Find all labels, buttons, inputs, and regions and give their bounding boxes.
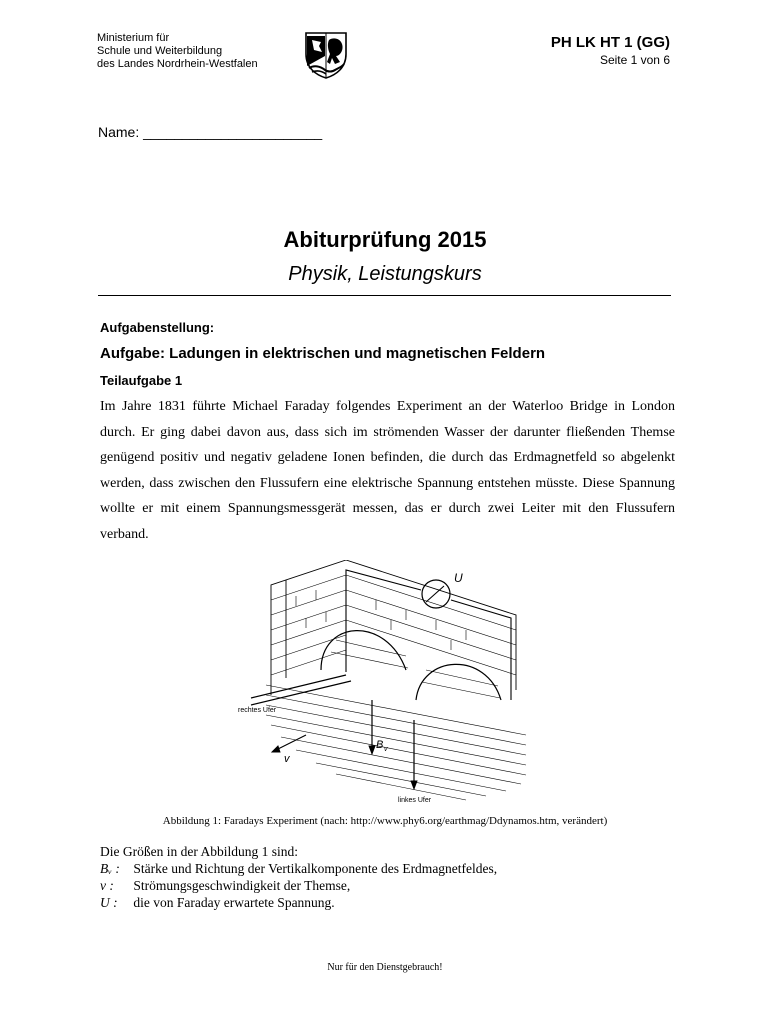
legend-text: Stärke und Richtung der Vertikalkomponente des Erdmagnetfeldes, — [133, 861, 498, 876]
ministry-line: Ministerium für — [97, 32, 170, 44]
symbol-legend — [100, 843, 497, 911]
subject-title: Physik, Leistungskurs — [288, 263, 482, 285]
task-heading: Aufgabenstellung: — [100, 320, 215, 335]
coat-of-arms-icon — [300, 30, 352, 80]
legend-item — [100, 860, 497, 877]
label-velocity: v — [284, 753, 290, 765]
label-right-bank: rechtes Ufer — [238, 707, 277, 714]
page-footer: Nur für den Dienstgebrauch! — [327, 962, 443, 973]
task-paragraph: Im Jahre 1831 führte Michael Faraday folgendes Experiment an der Waterloo Bridge in London durch. Er ging dabei davon aus, dass sich im strömenden Wasser der darunter fließenden Themse genügend positiv und negativ geladene Ionen befinden, die durch das Erdmagnetfeld so abgelenkt werden, dass zwischen den Flussufern eine elektrische Spannung entstehen müsste. Diese Spannung wollte er mit einem Spannungsmessgerät messen, das er durch zwei Leiter mit den Flussufern verband. — [100, 399, 675, 542]
exam-code: PH LK HT 1 (GG) — [550, 34, 670, 51]
page-number: Seite 1 von 6 — [599, 53, 670, 67]
legend-text: die von Faraday erwartete Spannung. — [133, 895, 335, 910]
ministry-line: Schule und Weiterbildung — [97, 45, 223, 57]
faraday-experiment-figure — [226, 560, 536, 808]
label-field: B — [376, 739, 384, 751]
ministry-name — [97, 32, 258, 71]
title-divider — [98, 295, 671, 296]
subtask-title: Teilaufgabe 1 — [100, 373, 183, 388]
label-field-sub: v — [384, 746, 388, 753]
exam-title: Abiturprüfung 2015 — [283, 227, 487, 252]
label-left-bank: linkes Ufer — [398, 797, 432, 804]
legend-item — [100, 877, 497, 894]
legend-text: Strömungsgeschwindigkeit der Themse, — [133, 878, 351, 893]
figure-caption: Abbildung 1: Faradays Experiment (nach: http://www.phy6.org/earthmag/Ddynamos.htm, verändert) — [162, 815, 608, 827]
legend-item — [100, 894, 497, 911]
name-field: Name: _______________________ — [98, 124, 323, 140]
legend-symbol: Bᵥ : — [100, 861, 120, 876]
label-voltage: U — [454, 571, 463, 585]
ministry-line: des Landes Nordrhein-Westfalen — [97, 58, 258, 70]
legend-symbol: v : — [100, 878, 114, 893]
legend-intro: Die Größen in der Abbildung 1 sind: — [100, 844, 298, 859]
legend-symbol: U : — [100, 895, 118, 910]
task-title: Aufgabe: Ladungen in elektrischen und magnetischen Feldern — [100, 345, 546, 362]
